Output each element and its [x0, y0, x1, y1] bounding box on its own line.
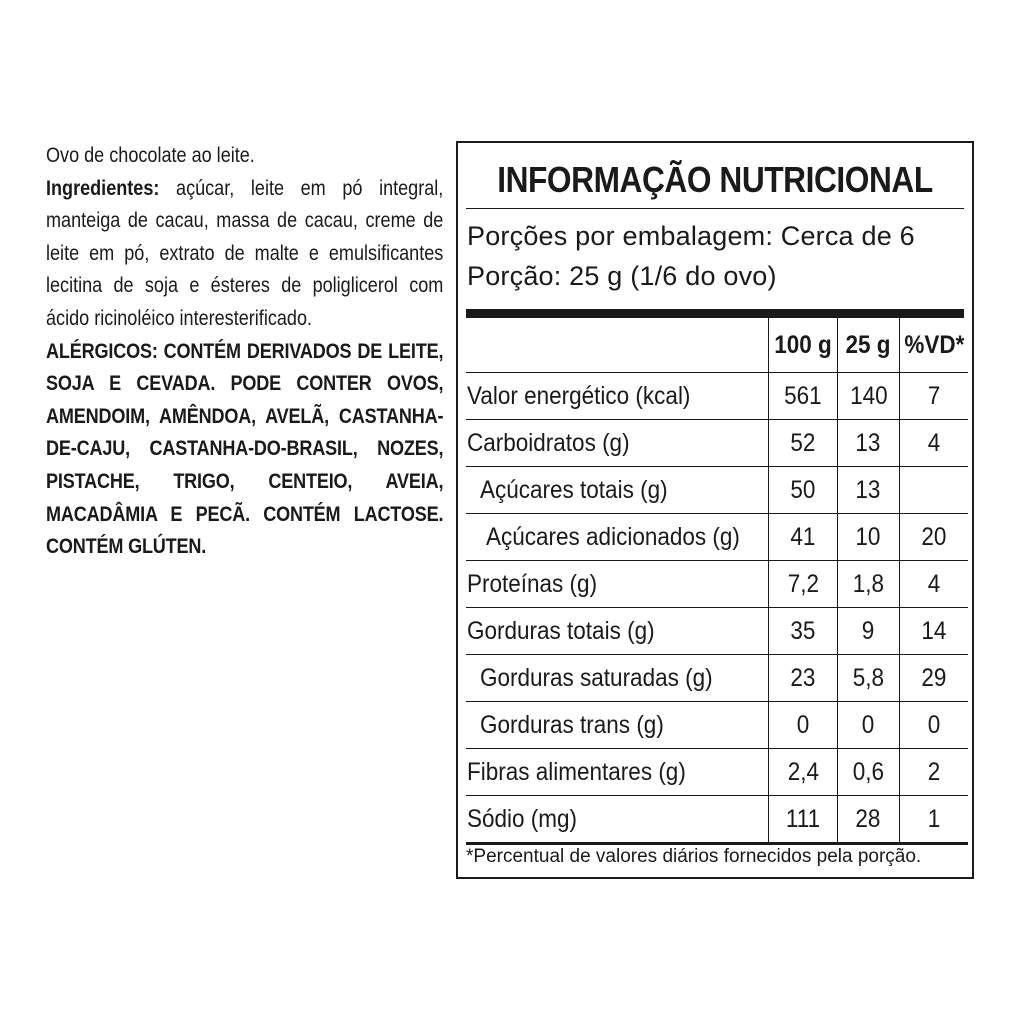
value-25g: 0,6 [837, 749, 899, 796]
table-row [466, 796, 968, 844]
ingredients-text [46, 173, 443, 336]
nutrient-label: Açúcares totais (g) [466, 467, 769, 514]
nutrient-label: Sódio (mg) [466, 796, 769, 844]
value-vd: 1 [899, 796, 968, 844]
thick-divider [466, 309, 964, 318]
table-row [466, 749, 968, 796]
value-25g: 140 [837, 373, 899, 420]
nutrient-label: Valor energético (kcal) [466, 373, 769, 420]
table-row [466, 608, 968, 655]
ingredients-list: açúcar, leite em pó integral, manteiga de cacau, massa de cacau, creme de leite em pó, extrato de malte e emulsificantes lecitina de soja e ésteres de poliglicerol com ácido ricinoléico interesterificado. [46, 176, 444, 330]
allergens-text: ALÉRGICOS: CONTÉM DERIVADOS DE LEITE, SOJA E CEVADA. PODE CONTER OVOS, AMENDOIM, AMÊNDOA, AVELÃ, CASTANHA-DE-CAJU, CASTANHA-DO-BRASIL, NOZES, PISTACHE, TRIGO, CENTEIO, AVEIA, MACADÂMIA E PECÃ. CONTÉM LACTOSE. CONTÉM GLÚTEN. [46, 339, 444, 559]
value-vd: 29 [899, 655, 968, 702]
ingredients-label: Ingredientes: [46, 176, 160, 200]
serving-size: Porção: 25 g (1/6 do ovo) [467, 261, 777, 291]
header-vd: %VD* [899, 318, 968, 373]
value-vd: 20 [899, 514, 968, 561]
value-vd: 14 [899, 608, 968, 655]
value-vd: 7 [899, 373, 968, 420]
table-header-row [466, 318, 968, 373]
table-row [466, 655, 968, 702]
value-100g: 50 [769, 467, 838, 514]
value-25g: 1,8 [837, 561, 899, 608]
table-row [466, 702, 968, 749]
ingredients-block [46, 140, 443, 564]
nutrient-label: Gorduras totais (g) [466, 608, 769, 655]
nutrient-label: Proteínas (g) [466, 561, 769, 608]
table-row [466, 467, 968, 514]
title-divider [466, 208, 964, 209]
value-25g: 13 [837, 467, 899, 514]
value-vd: 4 [899, 561, 968, 608]
table-row [466, 373, 968, 420]
nutrient-label: Carboidratos (g) [466, 420, 769, 467]
nutrition-table [466, 318, 968, 845]
value-100g: 111 [769, 796, 838, 844]
footnote: *Percentual de valores diários fornecidos pela porção. [466, 846, 922, 867]
value-100g: 52 [769, 420, 838, 467]
nutrient-label: Gorduras trans (g) [466, 702, 769, 749]
table-row [466, 514, 968, 561]
value-25g: 28 [837, 796, 899, 844]
value-25g: 9 [837, 608, 899, 655]
value-100g: 41 [769, 514, 838, 561]
value-100g: 7,2 [769, 561, 838, 608]
value-25g: 13 [837, 420, 899, 467]
servings-per-package: Porções por embalagem: Cerca de 6 [467, 221, 915, 251]
header-label [466, 318, 769, 373]
value-vd: 0 [899, 702, 968, 749]
header-100g: 100 g [769, 318, 838, 373]
nutrient-label: Açúcares adicionados (g) [466, 514, 769, 561]
value-vd: 2 [899, 749, 968, 796]
table-row [466, 561, 968, 608]
nutrition-facts-panel [456, 141, 974, 879]
value-25g: 5,8 [837, 655, 899, 702]
nutrient-label: Fibras alimentares (g) [466, 749, 769, 796]
value-vd [899, 467, 968, 514]
value-25g: 10 [837, 514, 899, 561]
value-100g: 2,4 [769, 749, 838, 796]
nutrition-title: INFORMAÇÃO NUTRICIONAL [497, 159, 933, 200]
product-name: Ovo de chocolate ao leite. [46, 144, 255, 167]
value-100g: 0 [769, 702, 838, 749]
value-100g: 23 [769, 655, 838, 702]
nutrient-label: Gorduras saturadas (g) [466, 655, 769, 702]
table-row [466, 420, 968, 467]
value-100g: 561 [769, 373, 838, 420]
value-100g: 35 [769, 608, 838, 655]
header-25g: 25 g [837, 318, 899, 373]
value-25g: 0 [837, 702, 899, 749]
value-vd: 4 [899, 420, 968, 467]
